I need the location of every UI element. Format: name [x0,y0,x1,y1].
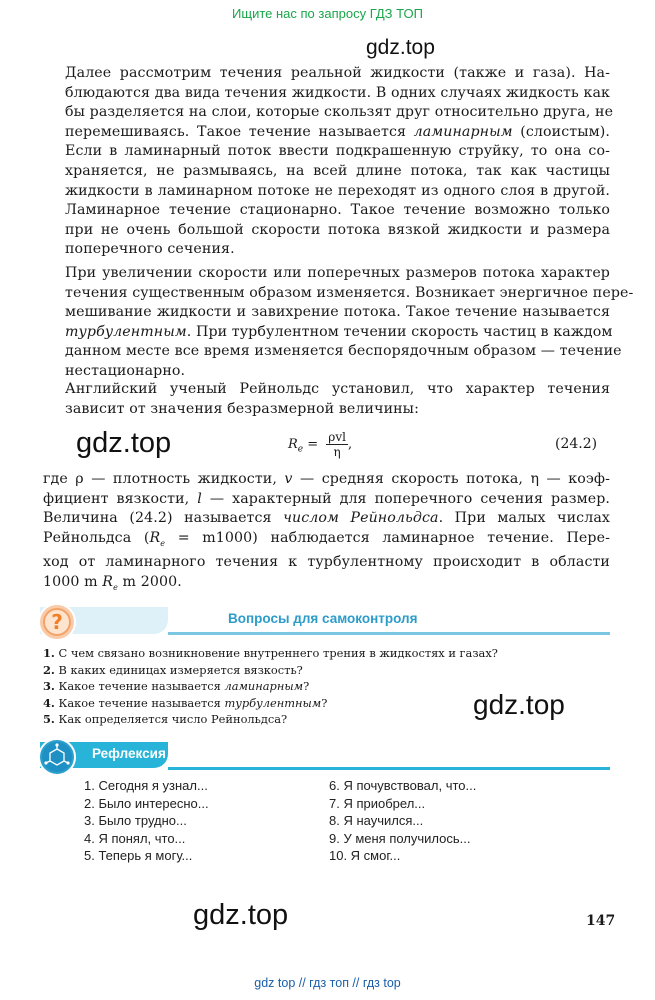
text-line: мешивание жидкости и завихрение потока. Такое течение называется [65,304,610,321]
text-line: поперечного сечения. [65,241,235,258]
text-line: где ρ — плотность жидкости, v — средняя скорость потока, η — коэф- [43,471,610,487]
text-line: Ламинарное течение стационарно. Такое течение возможно только [65,202,610,219]
text-line: храняется, не размываясь, на всей длине потока, так как частицы [65,162,610,179]
list-item: 3. Какое течение называется ламинарным? [43,679,310,693]
page-number: 147 [586,913,616,929]
list-item: 9. У меня получилось... [329,830,471,846]
questions-list [43,645,498,728]
text-line: Величина (24.2) называется числом Рейнольдса. При малых числах [43,510,610,527]
footer-links[interactable]: gdz top // гдз топ // гдз top [254,976,401,990]
reynolds-formula: $R_e$ = $\frac{\text{ρvl}}{\eta}$ , [288,430,353,459]
svg-text:?: ? [51,610,63,634]
text-line: зависит от значения безразмерной величины: [65,400,419,417]
header-rule [168,632,610,635]
text-line: при не очень большой скорости потока вязкой жидкости и размера [65,221,610,238]
formula-fraction: $\frac{\text{ρvl}}{\eta}$ [328,430,346,459]
paragraph-definitions [43,470,610,597]
list-item: 4. Я понял, что... [84,830,186,846]
reflection-list-right [329,777,476,865]
list-item: 10. Я смог... [329,848,401,864]
text-line: 1000 m $R_e$ m 2000. [43,573,182,592]
term-reynolds-number: числом Рейнольдса [283,510,439,527]
reflection-header [40,742,610,770]
questions-header [40,607,610,635]
list-item: 5. Как определяется число Рейнольдса? [43,712,288,726]
list-item: 7. Я приобрел... [329,795,426,811]
text-line: При увеличении скорости или поперечных размеров потока характер [65,265,610,281]
paragraph-turbulent [43,264,634,382]
text-line: Рейнольдса $(R_e = m1000)$ наблюдается ламинарное течение. Пере- [43,529,610,548]
question-icon [38,603,76,641]
list-item: 8. Я научился... [329,813,424,829]
text-line: перемешиваясь. Такое течение называется ламинарным (слоистым). [65,123,611,140]
watermark: gdz.top [193,899,289,931]
section-title: Рефлексия [92,746,166,761]
text-line: бы разделяется на слои, которые скользят друг относительно друга, не [65,104,614,121]
reflection-list-left [84,777,209,865]
watermark: gdz.top [366,36,435,59]
molecule-icon [38,738,76,776]
text-line: данном месте все время изменяется беспорядочным образом — течение [65,343,622,360]
list-item: 5. Теперь я могу... [84,848,193,864]
formula-number: (24.2) [555,436,598,452]
text-line: ход от ламинарного течения к турбулентному происходит в области [43,554,610,571]
text-line: течения существенным образом изменяется. Возникает энергичное пере- [65,284,634,301]
list-item: 1. Сегодня я узнал... [84,778,208,793]
section-title: Вопросы для самоконтроля [228,611,418,626]
term-laminar: ламинарным [413,123,513,140]
header-rule [168,767,610,770]
watermark: gdz.top [76,427,172,459]
search-banner: Ищите нас по запросу ГДЗ ТОП [232,6,423,21]
list-item: 4. Какое течение называется турбулентным? [43,695,328,710]
text-line: турбулентным. При турбулентном течении скорость частиц в каждом [65,323,613,340]
paragraph-laminar [43,64,614,260]
list-item: 2. Было интересно... [84,795,209,811]
list-item: 1. С чем связано возникновение внутреннего трения в жидкостях и газах? [43,646,498,660]
list-item: 6. Я почувствовал, что... [329,778,477,793]
list-item: 2. В каких единицах измеряется вязкость? [43,662,303,677]
text-line: нестационарно. [65,362,186,379]
text-line: Далее рассмотрим течения реальной жидкости (также и газа). На- [65,65,610,81]
text-line: Если в ламинарный поток ввести подкрашенную струйку, то она со- [65,143,610,160]
paragraph-reynolds [43,380,610,419]
text-line: фициент вязкости, l — характерный для поперечного сечения размер. [43,490,610,507]
term-turbulent: турбулентным [65,323,187,340]
text-line: Английский ученый Рейнольдс установил, что характер течения [65,381,610,397]
text-line: блюдаются два вида течения жидкости. В одних случаях жидкость как [65,84,610,101]
list-item: 3. Было трудно... [84,813,187,829]
watermark: gdz.top [473,689,565,720]
text-line: жидкости в ламинарном потоке не переходят из одного слоя в другой. [65,182,610,199]
